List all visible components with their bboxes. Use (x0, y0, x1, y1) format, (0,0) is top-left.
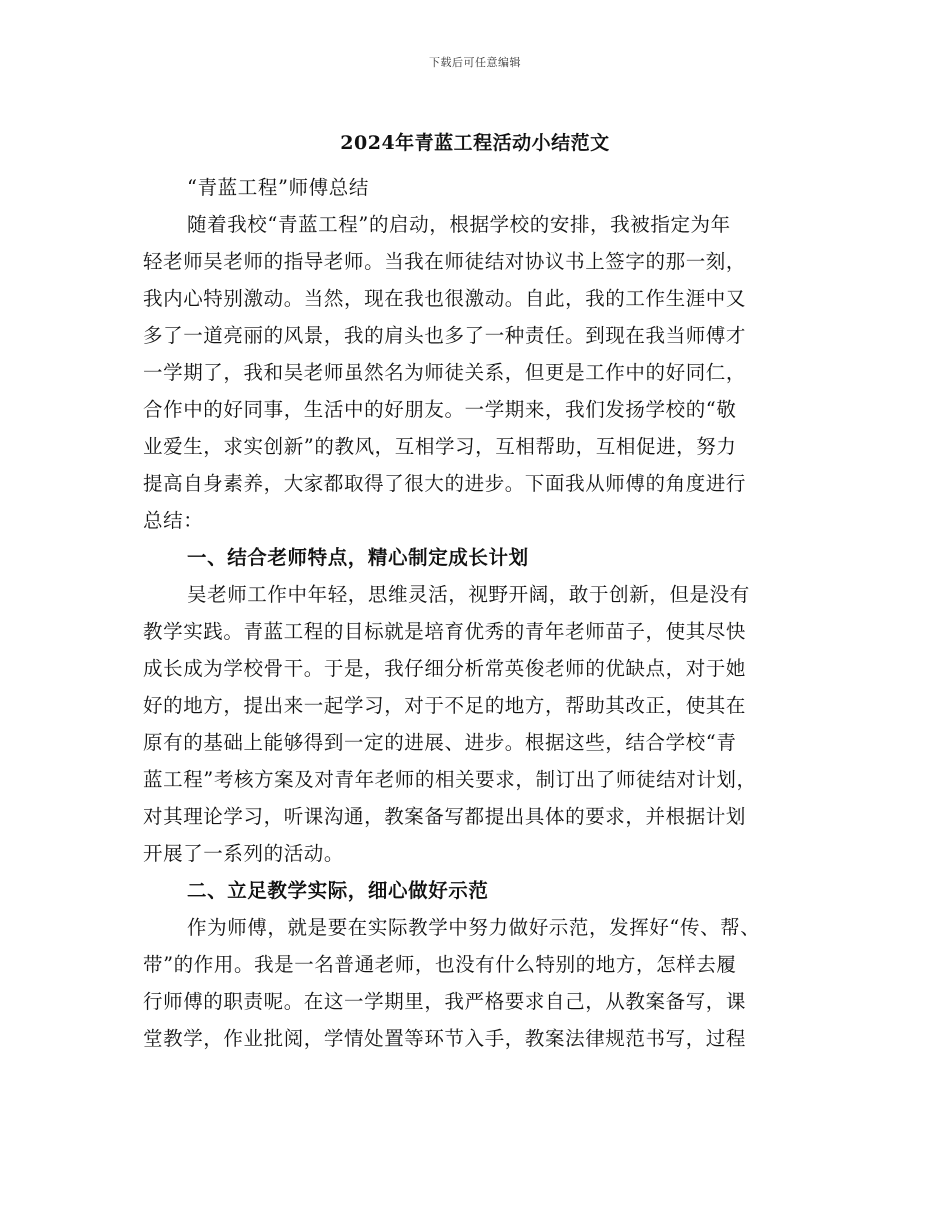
text-line: 一学期了，我和吴老师虽然名为师徒关系，但更是工作中的好同仁， (143, 361, 747, 384)
page-header-note: 下载后可任意编辑 (429, 56, 521, 69)
document-body (143, 169, 811, 1057)
text-line: 轻老师吴老师的指导老师。当我在师徒结对协议书上签字的那一刻， (143, 250, 747, 273)
text-line: 开展了一系列的活动。 (143, 842, 345, 865)
text-line: 堂教学，作业批阅，学情处置等环节入手，教案法律规范书写，过程 (143, 1027, 747, 1050)
text-line: 提高自身素养，大家都取得了很大的进步。下面我从师傅的角度进行 (143, 472, 747, 495)
text-line: 教学实践。青蓝工程的目标就是培育优秀的青年老师苗子，使其尽快 (143, 620, 747, 643)
text-line: 原有的基础上能够得到一定的进展、进步。根据这些，结合学校“青 (143, 731, 737, 754)
text-line: 对其理论学习，听课沟通，教案备写都提出具体的要求，并根据计划 (143, 805, 747, 828)
section-heading: 二、立足教学实际，细心做好示范 (187, 879, 489, 902)
text-line: 成长成为学校骨干。于是，我仔细分析常英俊老师的优缺点，对于她 (143, 657, 747, 680)
text-line: 吴老师工作中年轻，思维灵活，视野开阔，敢于创新，但是没有 (187, 583, 750, 606)
text-line: 随着我校“青蓝工程”的启动，根据学校的安排，我被指定为年 (187, 213, 731, 236)
text-line: 多了一道亮丽的风景，我的肩头也多了一种责任。到现在我当师傅才 (143, 324, 747, 347)
section-heading: 一、结合老师特点，精心制定成长计划 (187, 546, 529, 569)
text-line: 业爱生，求实创新”的教风，互相学习，互相帮助，互相促进，努力 (143, 435, 737, 458)
text-line: 带”的作用。我是一名普通老师，也没有什么特别的地方，怎样去履 (143, 953, 737, 976)
text-line: “青蓝工程”师傅总结 (187, 176, 369, 199)
text-line: 我内心特别激动。当然，现在我也很激动。自此，我的工作生涯中又 (143, 287, 747, 310)
text-line: 总结： (143, 509, 204, 532)
document-title: 2024年青蓝工程活动小结范文 (340, 132, 610, 154)
text-line: 蓝工程”考核方案及对青年老师的相关要求，制订出了师徒结对计划， (143, 768, 757, 791)
text-line: 行师傅的职责呢。在这一学期里，我严格要求自己，从教案备写，课 (143, 990, 747, 1013)
text-line: 好的地方，提出来一起学习，对于不足的地方，帮助其改正，使其在 (143, 694, 747, 717)
text-line: 作为师傅，就是要在实际教学中努力做好示范，发挥好“传、帮、 (187, 916, 761, 939)
text-line: 合作中的好同事，生活中的好朋友。一学期来，我们发扬学校的“敬 (143, 398, 737, 421)
